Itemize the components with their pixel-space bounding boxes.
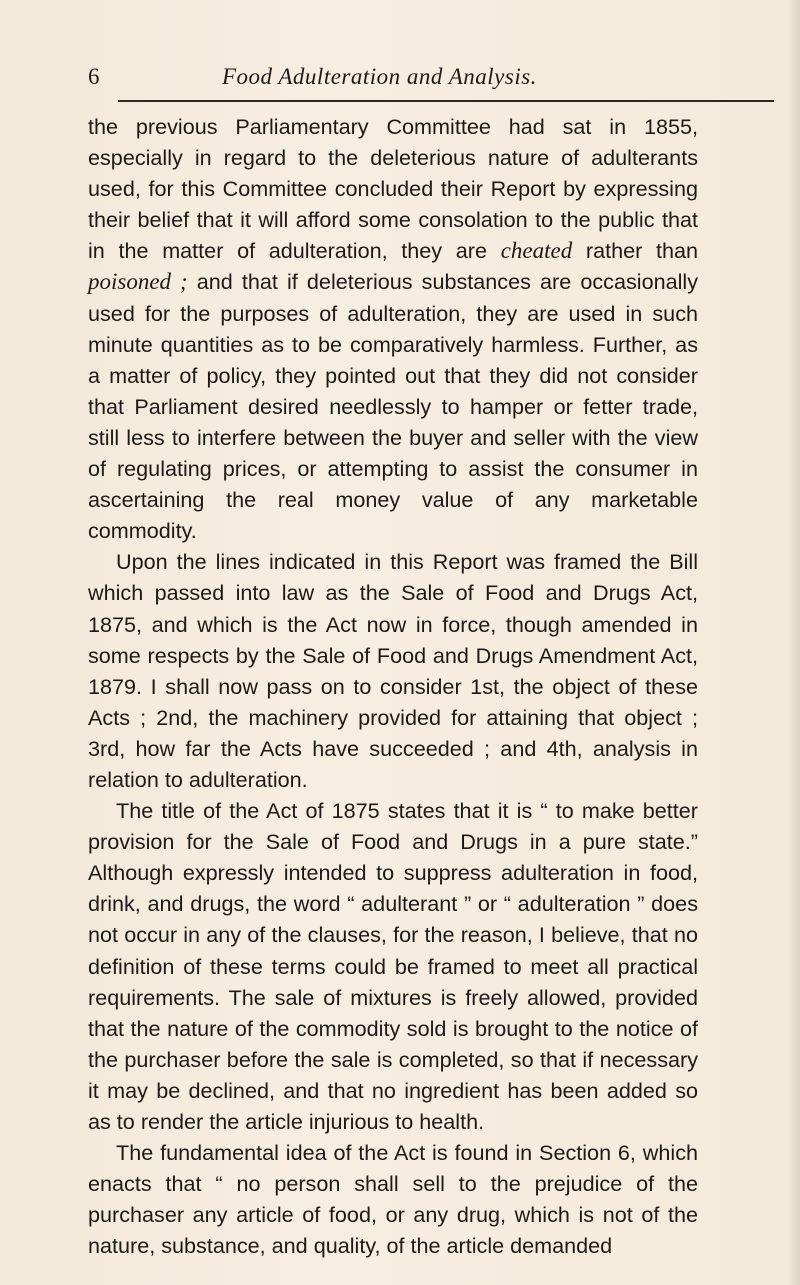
paragraph: Upon the lines indicated in this Report was framed the Bill which passed into law as the Sale of Food and Drugs Act, 1875, and which is the Act now in force, though amended in some respects by the Sale of Food and Drugs Amendment Act, 1879. I shall now pass on to consider 1st, the object of these Acts ; 2nd, the machinery provided for attaining that object ; 3rd, how far the Acts have succeeded ; and 4th, analysis in relation to adulteration.	[88, 549, 698, 792]
emphasis-cheated: cheated	[500, 238, 573, 264]
header-rule	[118, 100, 774, 102]
paragraph: The fundamental idea of the Act is found in Section 6, which enacts that “ no person shall sell to the prejudice of the purchaser any article of food, or any drug, which is not of the nature, substance, and quality, of the article demanded	[88, 1140, 698, 1259]
paragraph: The title of the Act of 1875 states that it is “ to make better provision for the Sale of Food and Drugs in a pure state.” Although expressly intended to suppress adulteration in food, drink, and drugs, the word “ adulterant ” or “ adulteration ” does not occur in any of the clauses, for the reason, I believe, that no definition of these terms could be framed to meet all practical requirements. The sale of mixtures is freely allowed, provided that the nature of the commodity sold is brought to the notice of the purchaser before the sale is completed, so that if necessary it may be declined, and that no ingredient has been added so as to render the article injurious to health.	[88, 798, 698, 1134]
paragraph-text: the previous Parliamentary Committee had sat in 1855, especially in regard to the deleterious nature of adulterants used, for this Committee concluded their Report by expressing their belief that it will afford some consolation to the public that in the matter of adulteration, they are	[88, 114, 698, 264]
page-edge-shadow	[786, 0, 800, 1285]
paragraph-text: and that if deleterious substances are occasionally used for the purposes of adulteration, they are used in such minute quantities as to be comparatively harmless. Further, as a matter of policy, they pointed out that they did not consider that Parliament desired needlessly to hamper or fetter trade, still less to interfere between the buyer and seller with the view of regulating prices, or attempting to assist the consumer in ascertaining the real money value of any marketable commodity.	[88, 269, 698, 544]
paragraph-text: rather than	[572, 238, 699, 264]
running-title: Food Adulteration and Analysis.	[222, 64, 537, 89]
emphasis-poisoned: poisoned ;	[88, 269, 188, 295]
body-text	[88, 111, 698, 1261]
page-number: 6	[88, 64, 100, 89]
paragraph	[88, 111, 698, 546]
running-head	[88, 56, 682, 100]
